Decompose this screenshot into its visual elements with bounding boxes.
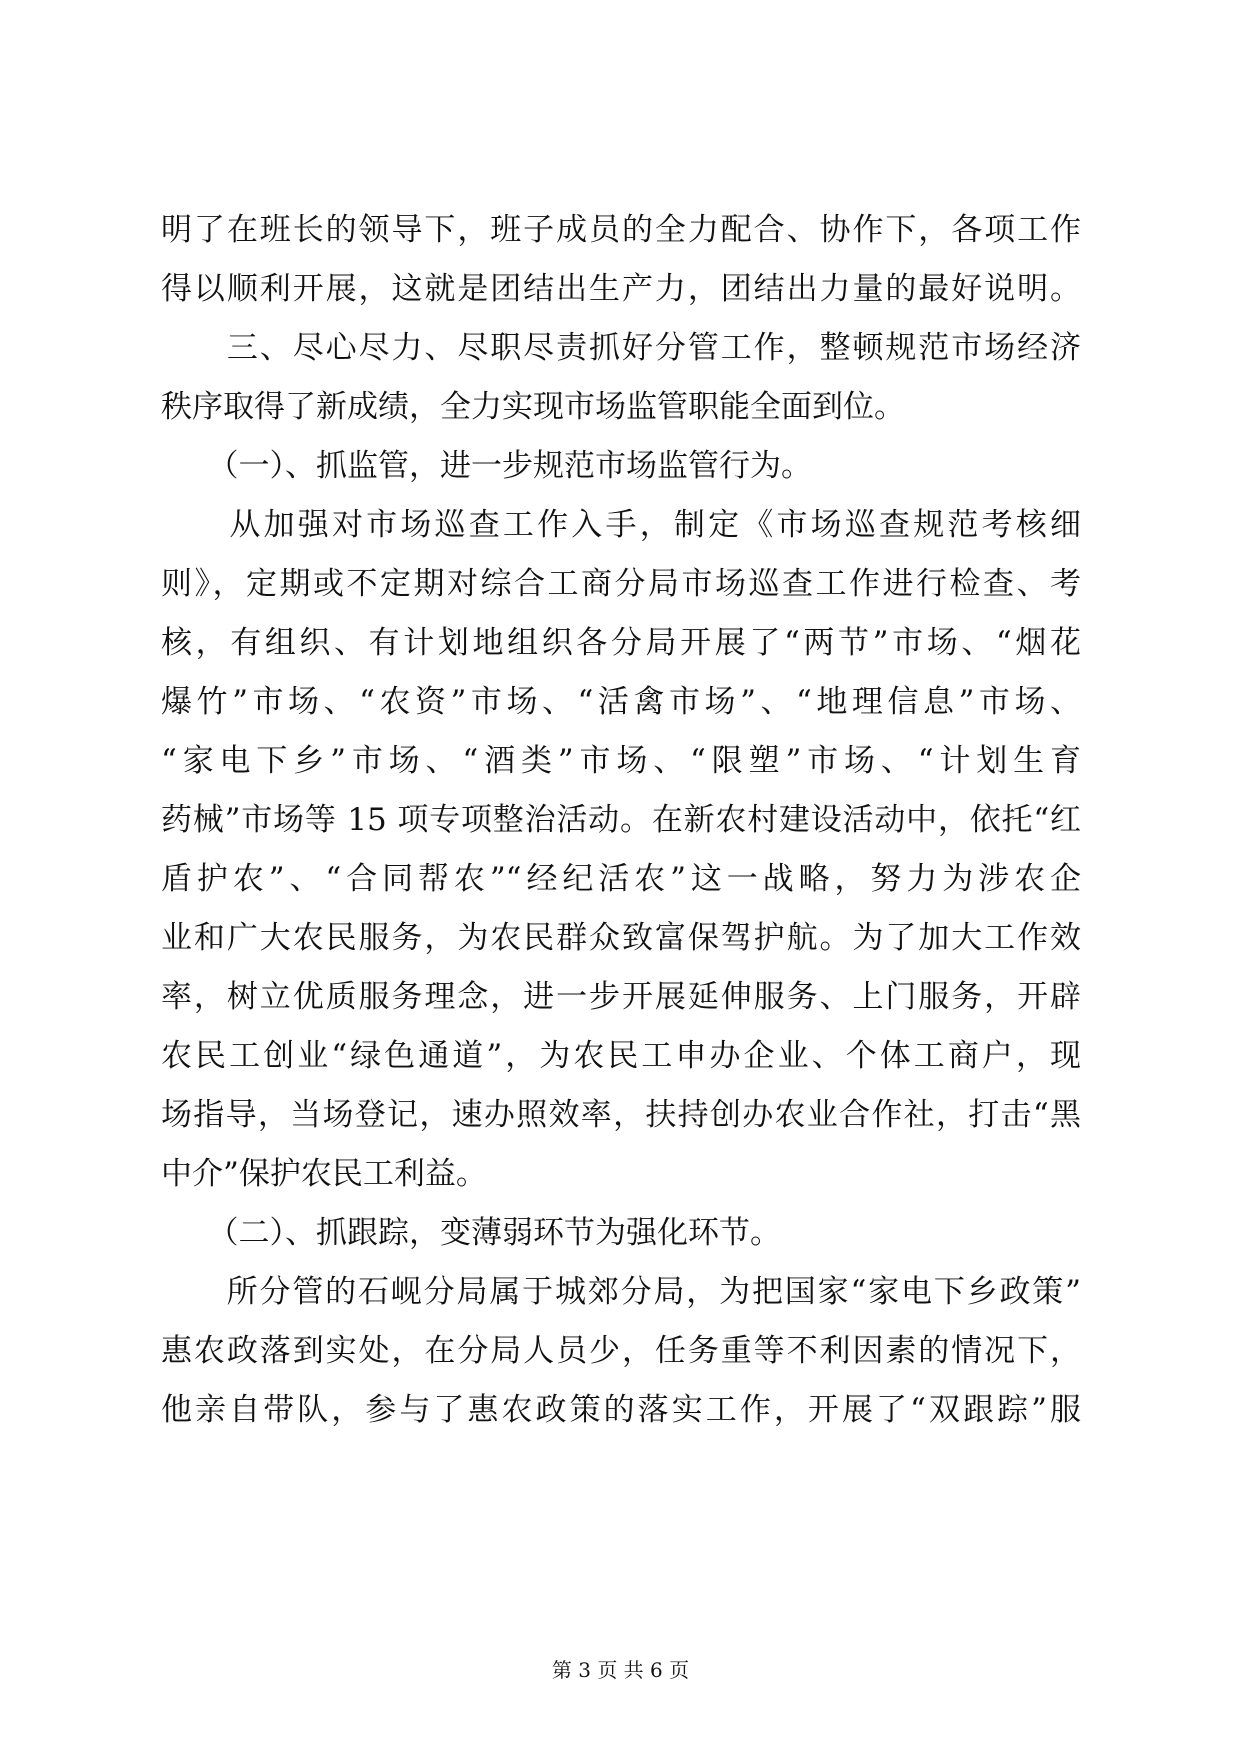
text-line: 他亲自带队，参与了惠农政策的落实工作，开展了“双跟踪”服 [161,1392,1081,1428]
section-heading: （一）、抓监管，进一步规范市场监管行为。 [161,448,812,484]
text-line: 盾护农”、“合同帮农”“经纪活农”这一战略，努力为涉农企 [161,861,1081,897]
section-heading: （二）、抓跟踪，变薄弱环节为强化环节。 [161,1215,781,1251]
page-number: 第 3 页 共 6 页 [551,1658,690,1682]
text-line: 从加强对市场巡查工作入手，制定《市场巡查规范考核细 [161,507,1081,543]
text-line: 明了在班长的领导下，班子成员的全力配合、协作下，各项工作 [161,212,1081,248]
text-line: 中介”保护农民工利益。 [161,1156,487,1192]
text-line: 业和广大农民服务，为农民群众致富保驾护航。为了加大工作效 [161,920,1081,956]
text-line: 秩序取得了新成绩，全力实现市场监管职能全面到位。 [161,389,905,425]
text-line: 得以顺利开展，这就是团结出生产力，团结出力量的最好说明。 [161,271,1081,307]
text-line: 核，有组织、有计划地组织各分局开展了“两节”市场、“烟花 [161,625,1081,661]
text-line: 三、尽心尽力、尽职尽责抓好分管工作，整顿规范市场经济 [161,330,1081,366]
text-line: 药械”市场等 15 项专项整治活动。在新农村建设活动中，依托“红 [161,802,1081,838]
text-line: 场指导，当场登记，速办照效率，扶持创办农业合作社，打击“黑 [161,1097,1081,1133]
text-line: 所分管的石岘分局属于城郊分局，为把国家“家电下乡政策” [161,1274,1081,1310]
text-line: 率，树立优质服务理念，进一步开展延伸服务、上门服务，开辟 [161,979,1081,1015]
text-line: “家电下乡”市场、“酒类”市场、“限塑”市场、“计划生育 [161,743,1081,779]
text-line: 则》，定期或不定期对综合工商分局市场巡查工作进行检查、考 [161,566,1081,602]
text-line: 爆竹”市场、“农资”市场、“活禽市场”、“地理信息”市场、 [161,684,1081,720]
text-line: 农民工创业“绿色通道”，为农民工申办企业、个体工商户，现 [161,1038,1081,1074]
text-line: 惠农政落到实处，在分局人员少，任务重等不利因素的情况下， [161,1333,1081,1369]
